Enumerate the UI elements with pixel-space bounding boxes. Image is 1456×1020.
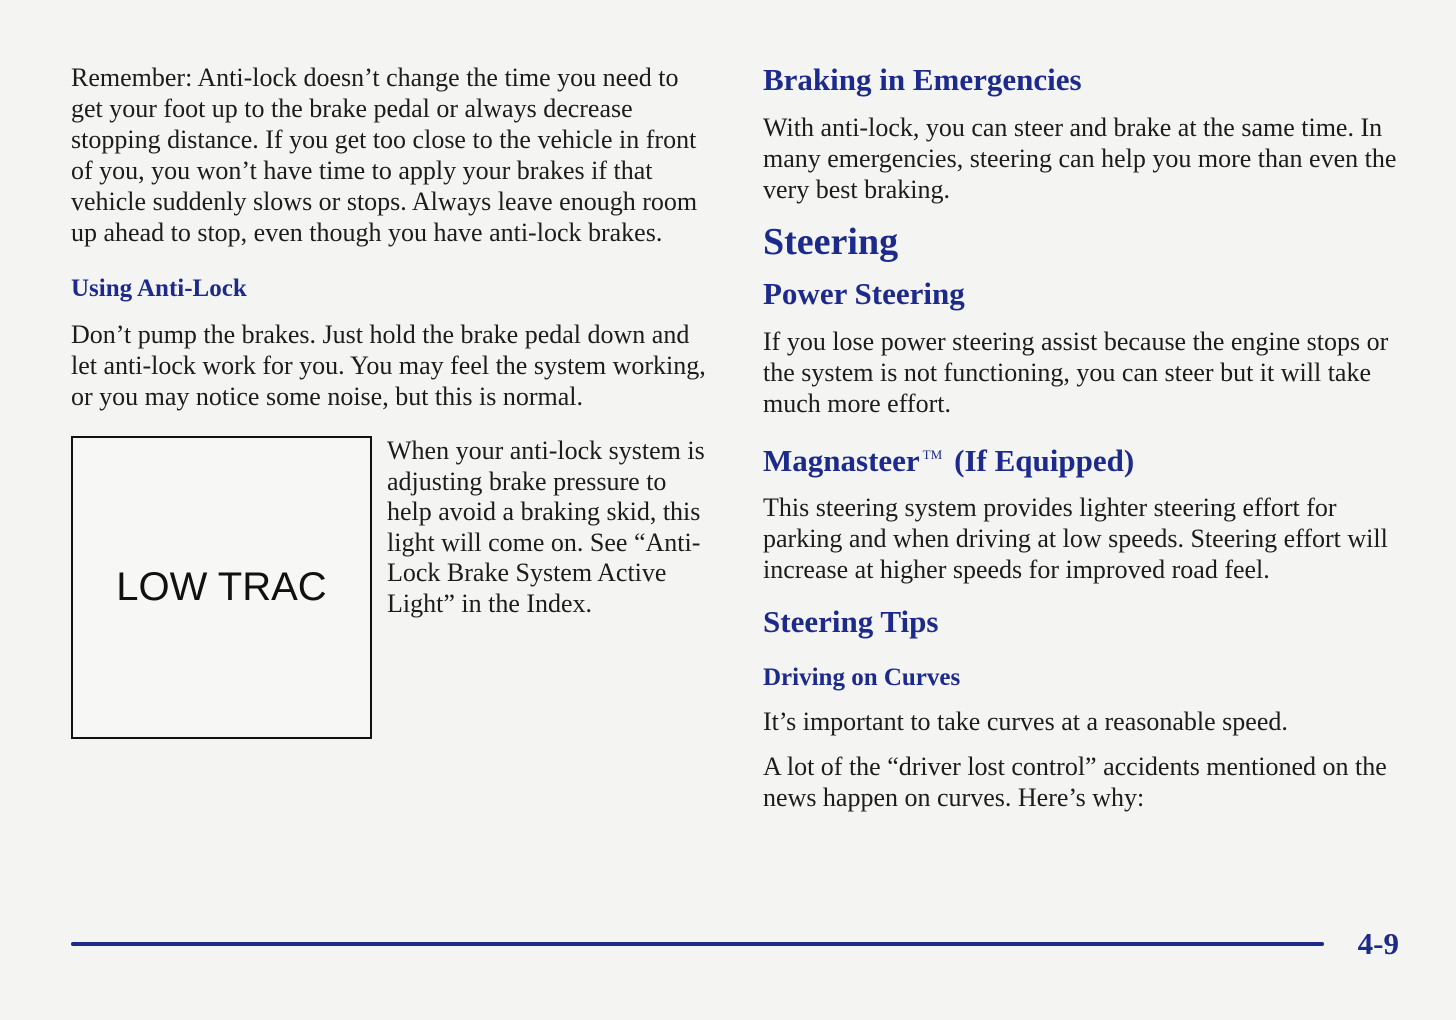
magnasteer-paragraph: This steering system provides lighter steering effort for parking and when driving at low speeds. Steering effort will increase at higher speeds for improved road feel. (763, 493, 1388, 584)
magnasteer-name: Magnasteer (763, 443, 920, 478)
magnasteer-heading (763, 435, 1403, 481)
using-antilock-paragraph: Don’t pump the brakes. Just hold the brake pedal down and let anti-lock work for you. You may feel the system working, or you may notice some noise, but this is normal. (71, 320, 706, 411)
trademark-symbol: TM (922, 447, 943, 462)
using-antilock-heading: Using Anti-Lock (71, 275, 247, 302)
low-trac-indicator-section (71, 436, 716, 746)
low-trac-description: When your anti-lock system is adjusting brake pressure to help avoid a braking skid, this light will come on. See “Anti-Lock Brake System Active Light” in the Index. (387, 436, 705, 618)
right-column (763, 62, 1403, 813)
low-trac-label: LOW TRAC (116, 565, 327, 609)
steering-tips-heading: Steering Tips (763, 604, 939, 639)
braking-in-emergencies-paragraph: With anti-lock, you can steer and brake at the same time. In many emergencies, steering can help you more than even the very best braking. (763, 113, 1397, 204)
magnasteer-if-equipped: (If Equipped) (954, 443, 1135, 478)
page-number: 4-9 (1357, 926, 1399, 961)
driving-on-curves-heading: Driving on Curves (763, 664, 961, 691)
braking-in-emergencies-heading: Braking in Emergencies (763, 62, 1082, 97)
power-steering-paragraph: If you lose power steering assist because the engine stops or the system is not functioning, you can steer but it will take much more effort. (763, 327, 1389, 418)
curves-speed-paragraph: It’s important to take curves at a reasonable speed. (763, 707, 1288, 736)
power-steering-heading: Power Steering (763, 276, 965, 311)
steering-chapter-heading: Steering (763, 221, 899, 263)
curves-accidents-paragraph: A lot of the “driver lost control” accidents mentioned on the news happen on curves. Here’s why: (763, 752, 1387, 812)
low-trac-light-illustration (71, 436, 372, 739)
footer-rule (71, 942, 1324, 946)
left-column (71, 62, 716, 746)
antilock-reminder-paragraph: Remember: Anti-lock doesn’t change the time you need to get your foot up to the brake pedal or always decrease stopping distance. If you get too close to the vehicle in front of you, you won’t have time to apply your brakes if that vehicle suddenly slows or stops. Always leave enough room up ahead to stop, even though you have anti-lock brakes. (71, 63, 698, 247)
